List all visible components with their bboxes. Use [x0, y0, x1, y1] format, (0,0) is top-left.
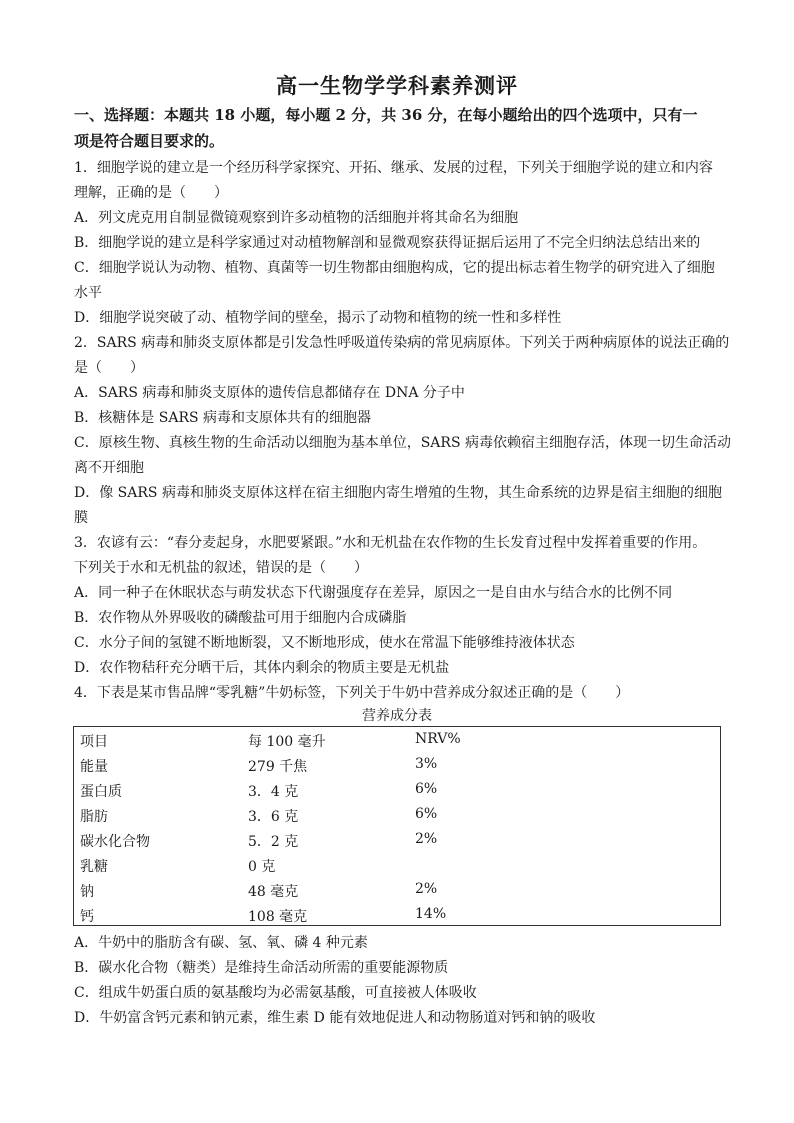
- table-cell: 脂肪: [80, 809, 108, 825]
- table-caption: 营养成分表: [362, 708, 432, 724]
- q2-option-a: A．SARS 病毒和肺炎支原体的遗传信息都储存在 DNA 分子中: [74, 385, 465, 401]
- table-row: [74, 827, 720, 852]
- table-cell: 2%: [415, 831, 438, 847]
- table-cell: 279 千焦: [248, 759, 308, 775]
- table-row: [74, 852, 720, 877]
- q2-option-d: D．像 SARS 病毒和肺炎支原体这样在宿主细胞内寄生增殖的生物，其生命系统的边界是宿主细胞的细胞: [74, 485, 722, 501]
- q2-option-d-cont: 膜: [74, 510, 88, 526]
- table-cell: 钙: [80, 909, 94, 925]
- table-cell: 2%: [415, 881, 438, 897]
- table-cell: 钠: [80, 884, 94, 900]
- q3-option-b: B．农作物从外界吸收的磷酸盐可用于细胞内合成磷脂: [74, 610, 407, 626]
- q2-option-b: B．核糖体是 SARS 病毒和支原体共有的细胞器: [74, 410, 372, 426]
- table-cell: 6%: [415, 806, 438, 822]
- q1-option-c-cont: 水平: [74, 285, 102, 301]
- table-cell: 3%: [415, 756, 438, 772]
- table-row: [74, 752, 720, 777]
- table-row: [74, 802, 720, 827]
- table-row: [74, 777, 720, 802]
- table-cell: 3．6 克: [248, 809, 299, 825]
- q2-stem: 2．SARS 病毒和肺炎支原体都是引发急性呼吸道传染病的常见病原体。下列关于两种病原体的说法正确的: [74, 335, 730, 351]
- table-cell: 碳水化合物: [80, 834, 150, 850]
- q4-option-a: A．牛奶中的脂肪含有碳、氢、氧、磷 4 种元素: [74, 935, 368, 951]
- page-title: 高一生物学学科素养测评: [276, 73, 518, 98]
- q1-option-a: A．列文虎克用自制显微镜观察到许多动植物的活细胞并将其命名为细胞: [74, 210, 519, 226]
- table-cell: 蛋白质: [80, 784, 122, 800]
- q2-option-c-cont: 离不开细胞: [74, 460, 144, 476]
- table-cell: 能量: [80, 759, 108, 775]
- section-heading: 一、选择题：本题共 18 小题，每小题 2 分，共 36 分，在每小题给出的四个选项中，只有一: [74, 106, 698, 124]
- table-row: [74, 727, 720, 752]
- q3-option-d: D．农作物秸秆充分晒干后，其体内剩余的物质主要是无机盐: [74, 660, 450, 676]
- table-cell: 3．4 克: [248, 784, 299, 800]
- q3-option-c: C．水分子间的氢键不断地断裂，又不断地形成，使水在常温下能够维持液体状态: [74, 635, 575, 651]
- q1-option-b: B．细胞学说的建立是科学家通过对动植物解剖和显微观察获得证据后运用了不完全归纳法总结出来的: [74, 235, 701, 251]
- table-cell: 14%: [415, 906, 447, 922]
- table-cell: 每 100 毫升: [248, 734, 326, 750]
- q1-stem: 1．细胞学说的建立是一个经历科学家探究、开拓、继承、发展的过程，下列关于细胞学说的建立和内容: [74, 160, 713, 176]
- q4-option-d: D．牛奶富含钙元素和钠元素，维生素 D 能有效地促进人和动物肠道对钙和钠的吸收: [74, 1010, 596, 1026]
- table-row: [74, 877, 720, 902]
- q2-option-c: C．原核生物、真核生物的生命活动以细胞为基本单位，SARS 病毒依赖宿主细胞存活，体现一切生命活动: [74, 435, 731, 451]
- q3-option-a: A．同一种子在休眠状态与萌发状态下代谢强度存在差异，原因之一是自由水与结合水的比例不同: [74, 585, 673, 601]
- q4-stem: 4．下表是某市售品牌“零乳糖”牛奶标签，下列关于牛奶中营养成分叙述正确的是（ ）: [74, 685, 630, 701]
- q1-stem-cont: 理解，正确的是（ ）: [74, 185, 228, 201]
- table-cell: NRV%: [415, 731, 461, 747]
- table-row: [74, 902, 720, 927]
- q2-stem-cont: 是（ ）: [74, 360, 144, 376]
- q3-stem-cont: 下列关于水和无机盐的叙述，错误的是（ ）: [74, 560, 368, 576]
- q4-option-c: C．组成牛奶蛋白质的氨基酸均为必需氨基酸，可直接被人体吸收: [74, 985, 477, 1001]
- table-cell: 48 毫克: [248, 884, 299, 900]
- q1-option-d: D．细胞学说突破了动、植物学间的壁垒，揭示了动物和植物的统一性和多样性: [74, 310, 562, 326]
- table-cell: 6%: [415, 781, 438, 797]
- q1-option-c: C．细胞学说认为动物、植物、真菌等一切生物都由细胞构成，它的提出标志着生物学的研究进入了细胞: [74, 260, 715, 276]
- table-cell: 0 克: [248, 859, 276, 875]
- table-cell: 项目: [80, 734, 108, 750]
- section-heading-cont: 项是符合题目要求的。: [74, 132, 225, 150]
- table-cell: 乳糖: [80, 859, 108, 875]
- nutrition-table: [73, 726, 721, 926]
- table-cell: 108 毫克: [248, 909, 308, 925]
- q4-option-b: B．碳水化合物（糖类）是维持生命活动所需的重要能源物质: [74, 960, 449, 976]
- q3-stem: 3．农谚有云：“春分麦起身，水肥要紧跟。”水和无机盐在农作物的生长发育过程中发挥着重要的作用。: [74, 535, 707, 551]
- table-cell: 5．2 克: [248, 834, 299, 850]
